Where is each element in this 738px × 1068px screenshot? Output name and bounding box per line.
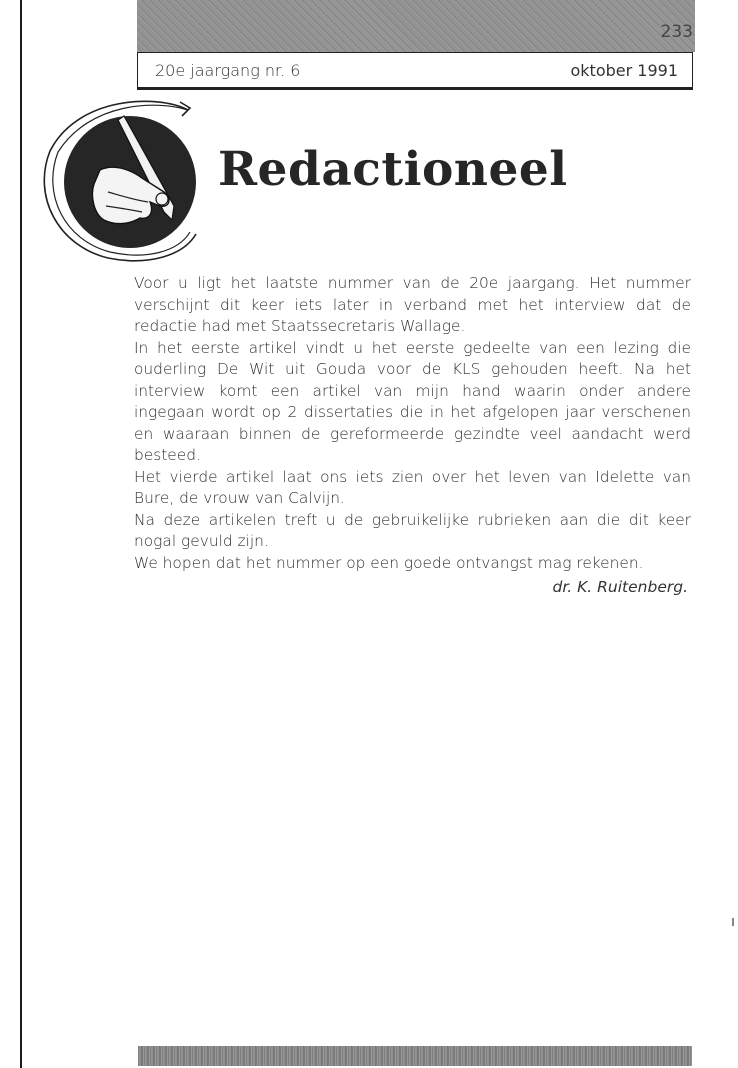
left-margin-rule bbox=[20, 0, 22, 1068]
article-paragraph: Na deze artikelen treft u de gebruikelijke rubrieken aan die dit keer nogal gevuld zijn. bbox=[134, 510, 691, 550]
article-paragraph: Het vierde artikel laat ons iets zien over het leven van Idelette van Bure, de vrouw van Calvijn. bbox=[134, 467, 691, 507]
page-number: 233 bbox=[660, 22, 693, 42]
footer-band bbox=[138, 1046, 692, 1066]
article-paragraph: Voor u ligt het laatste nummer van de 20e jaargang. Het nummer verschijnt dit keer iets later in verband met het interview dat de redactie had met Staatssecretaris Wallage. bbox=[134, 274, 691, 335]
article-paragraph: We hopen dat het nummer op een goede ontvangst mag rekenen. bbox=[134, 553, 644, 572]
issue-label: 20e jaargang nr. 6 bbox=[155, 61, 301, 80]
issue-header bbox=[137, 52, 693, 90]
page-title: Redactioneel bbox=[218, 142, 568, 197]
article-body bbox=[134, 273, 691, 574]
article-paragraph: In het eerste artikel vindt u het eerste gedeelte van een lezing die ouderling De Wit uit Gouda voor de KLS gehouden heeft. Na het interview komt een artikel van mijn hand waarin onder andere ingegaan wordt op 2 dissertaties die in het afgelopen jaar verschenen en waaraan binnen de gereformeerde gezindte veel aandacht werd besteed. bbox=[134, 338, 691, 464]
header-band bbox=[137, 0, 695, 52]
signature: dr. K. Ruitenberg. bbox=[552, 578, 688, 596]
scan-edge-mark bbox=[732, 918, 734, 926]
issue-date: oktober 1991 bbox=[570, 61, 678, 80]
hand-writing-pen-icon bbox=[38, 96, 208, 266]
